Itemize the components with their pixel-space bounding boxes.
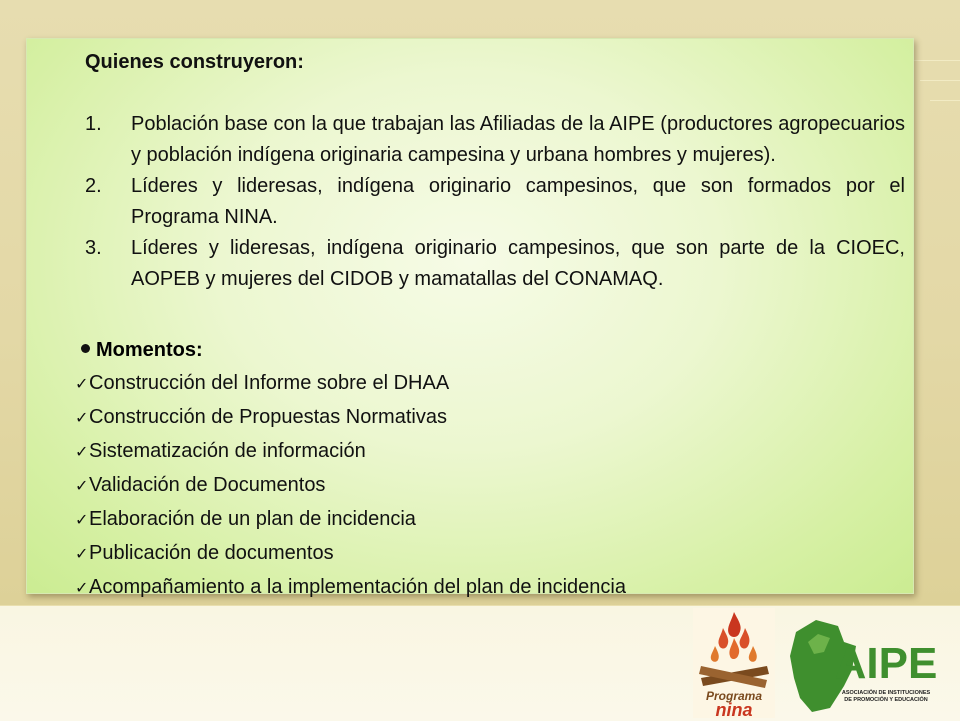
checkmark-icon: ✓ xyxy=(75,478,89,495)
decorative-line xyxy=(930,100,960,101)
decorative-line xyxy=(910,60,960,61)
nina-logo-line2: nina xyxy=(715,700,753,718)
programa-nina-logo xyxy=(693,608,775,718)
slide-heading: Quienes construyeron: xyxy=(85,51,304,73)
checkmark-icon: ✓ xyxy=(75,410,89,427)
list-number: 3. xyxy=(85,237,102,259)
list-item xyxy=(75,503,626,537)
aipe-logo-subtitle-1: ASOCIACIÓN DE INSTITUCIONES xyxy=(841,690,931,696)
content-box xyxy=(26,38,914,598)
check-item-text: Validación de Documentos xyxy=(89,474,326,496)
list-item xyxy=(85,233,905,295)
nina-logo-line1: Programa xyxy=(705,689,763,703)
aipe-logo-subtitle-2: DE PROMOCIÓN Y EDUCACIÓN xyxy=(844,697,928,703)
numbered-list xyxy=(85,109,905,295)
check-item-text: Acompañamiento a la implementación del plan de incidencia xyxy=(89,576,626,598)
list-item-text: Población base con la que trabajan las Afiliadas de la AIPE (productores agropecuarios y población indígena originaria campesina y urbana hombres y mujeres). xyxy=(131,113,905,166)
list-item xyxy=(75,537,626,571)
list-number: 1. xyxy=(85,113,102,135)
check-item-text: Publicación de documentos xyxy=(89,542,334,564)
list-item-text: Líderes y lideresas, indígena originario campesinos, que son parte de la CIOEC, AOPEB y mujeres del CIDOB y mamatallas del CONAMAQ. xyxy=(131,237,905,290)
checkmark-icon: ✓ xyxy=(75,580,89,597)
check-item-text: Construcción de Propuestas Normativas xyxy=(89,406,447,428)
text-area xyxy=(85,47,905,295)
bullet-dot-icon xyxy=(81,344,90,353)
list-item xyxy=(75,435,626,469)
momentos-heading xyxy=(79,335,203,366)
list-item-text: Líderes y lideresas, indígena originario campesinos, que son formados por el Programa NINA. xyxy=(131,175,905,228)
decorative-line xyxy=(920,80,960,81)
checkmark-icon: ✓ xyxy=(75,376,89,393)
list-item xyxy=(75,571,626,605)
checkmark-icon: ✓ xyxy=(75,444,89,461)
aipe-logo-text: AIPE xyxy=(834,639,938,688)
list-number: 2. xyxy=(85,175,102,197)
checkmark-icon: ✓ xyxy=(75,512,89,529)
momentos-label: Momentos: xyxy=(96,339,203,361)
list-item xyxy=(75,401,626,435)
checkmark-icon: ✓ xyxy=(75,546,89,563)
list-item xyxy=(85,109,905,171)
list-item xyxy=(75,367,626,401)
aipe-logo xyxy=(786,612,946,718)
list-item xyxy=(75,469,626,503)
check-list xyxy=(75,367,626,605)
check-item-text: Construcción del Informe sobre el DHAA xyxy=(89,372,450,394)
list-item xyxy=(85,171,905,233)
check-item-text: Sistematización de información xyxy=(89,440,366,462)
check-item-text: Elaboración de un plan de incidencia xyxy=(89,508,416,530)
